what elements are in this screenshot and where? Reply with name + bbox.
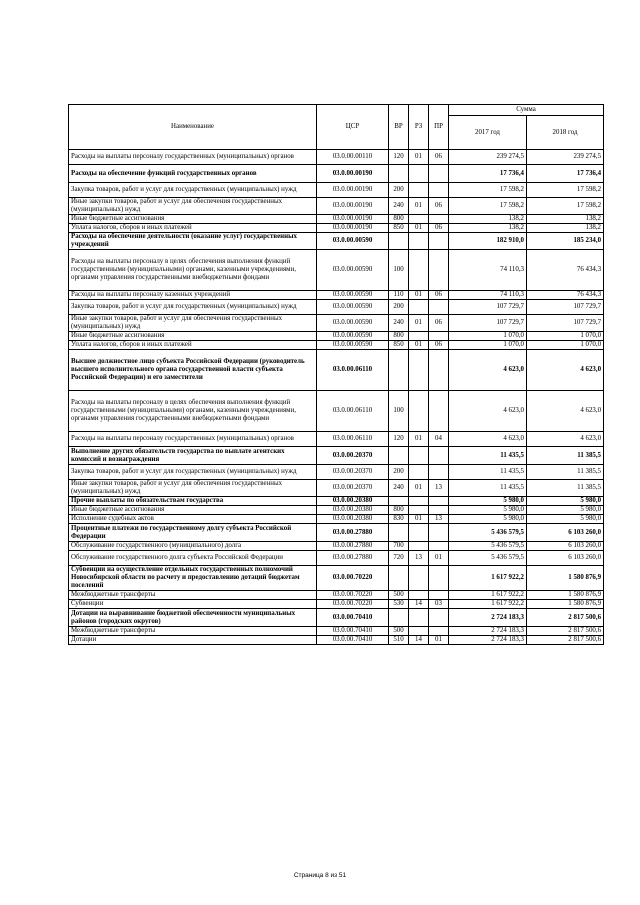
table-row — [69, 291, 604, 300]
cell-rz — [409, 566, 429, 591]
cell-sum-2017: 4 623,0 — [449, 350, 527, 391]
cell-name: Субвенции на осуществление отдельных государственных полномочий Новосибирской области по расчету и предоставлению дотаций бюджетам поселений — [69, 566, 317, 591]
table-row — [69, 636, 604, 645]
cell-name: Расходы на выплаты персоналу в целях обеспечения выполнения функций государственными (муниципальными) органами, казенными учреждениями, органами управления государственными внебюджетными фондами — [69, 250, 317, 291]
cell-vr: 100 — [389, 250, 409, 291]
cell-vr — [389, 165, 409, 183]
cell-name: Высшее должностное лицо субъекта Российской Федерации (руководитель высшего исполнительного органа государственной власти субъекта Российской Федерации) и его заместители — [69, 350, 317, 391]
cell-sum-2017: 107 729,7 — [449, 315, 527, 332]
cell-pr: 06 — [429, 198, 449, 215]
cell-pr: 06 — [429, 341, 449, 350]
cell-csr: 03.0.00.70410 — [317, 627, 389, 636]
cell-csr: 03.0.00.06110 — [317, 350, 389, 391]
header-rz: РЗ — [409, 105, 429, 150]
cell-csr: 03.0.00.00590 — [317, 250, 389, 291]
cell-sum-2018: 4 623,0 — [527, 391, 604, 432]
cell-csr: 03.0.00.70220 — [317, 600, 389, 609]
cell-pr — [429, 250, 449, 291]
cell-pr — [429, 542, 449, 551]
cell-name: Расходы на выплаты персоналу казенных учреждений — [69, 291, 317, 300]
table-row — [69, 250, 604, 291]
cell-sum-2018: 11 385,5 — [527, 447, 604, 465]
cell-sum-2018: 6 103 260,0 — [527, 542, 604, 551]
cell-pr — [429, 300, 449, 315]
cell-pr — [429, 506, 449, 515]
cell-rz — [409, 447, 429, 465]
table-row — [69, 465, 604, 480]
cell-sum-2017: 74 110,3 — [449, 250, 527, 291]
cell-rz: 01 — [409, 480, 429, 497]
cell-sum-2018: 138,2 — [527, 215, 604, 224]
cell-csr: 03.0.00.00590 — [317, 300, 389, 315]
cell-rz — [409, 391, 429, 432]
cell-name: Закупка товаров, работ и услуг для государственных (муниципальных) нужд — [69, 465, 317, 480]
cell-rz: 01 — [409, 315, 429, 332]
cell-name: Расходы на обеспечение функций государственных органов — [69, 165, 317, 183]
cell-rz: 01 — [409, 198, 429, 215]
table-row — [69, 515, 604, 524]
table-row — [69, 497, 604, 506]
cell-pr — [429, 165, 449, 183]
cell-csr: 03.0.00.27880 — [317, 524, 389, 542]
cell-name: Уплата налогов, сборов и иных платежей — [69, 224, 317, 233]
cell-vr: 200 — [389, 300, 409, 315]
cell-csr: 03.0.00.20380 — [317, 506, 389, 515]
cell-pr — [429, 591, 449, 600]
cell-sum-2018: 2 817 500,6 — [527, 636, 604, 645]
cell-pr — [429, 350, 449, 391]
cell-vr: 720 — [389, 551, 409, 566]
cell-vr: 500 — [389, 591, 409, 600]
header-vr: ВР — [389, 105, 409, 150]
cell-vr: 800 — [389, 332, 409, 341]
cell-sum-2017: 17 736,4 — [449, 165, 527, 183]
cell-csr: 03.0.00.27880 — [317, 551, 389, 566]
cell-sum-2017: 182 910,0 — [449, 233, 527, 250]
cell-vr: 850 — [389, 341, 409, 350]
cell-sum-2017: 11 435,5 — [449, 480, 527, 497]
cell-name: Иные бюджетные ассигнования — [69, 332, 317, 341]
table-body — [69, 150, 604, 645]
cell-pr — [429, 183, 449, 198]
cell-sum-2018: 2 817 500,6 — [527, 609, 604, 627]
cell-sum-2018: 17 598,2 — [527, 198, 604, 215]
cell-pr — [429, 465, 449, 480]
cell-csr: 03.0.00.20380 — [317, 497, 389, 506]
cell-pr: 13 — [429, 480, 449, 497]
cell-csr: 03.0.00.00110 — [317, 150, 389, 165]
cell-sum-2017: 17 598,2 — [449, 198, 527, 215]
table-row — [69, 432, 604, 447]
table-row — [69, 566, 604, 591]
table-row — [69, 233, 604, 250]
cell-pr — [429, 447, 449, 465]
cell-vr: 800 — [389, 506, 409, 515]
cell-csr: 03.0.00.00590 — [317, 291, 389, 300]
cell-vr: 120 — [389, 432, 409, 447]
cell-name: Закупка товаров, работ и услуг для государственных (муниципальных) нужд — [69, 300, 317, 315]
header-name: Наименование — [69, 105, 317, 150]
cell-sum-2017: 5 980,0 — [449, 497, 527, 506]
cell-csr: 03.0.00.20370 — [317, 447, 389, 465]
cell-sum-2017: 1 070,0 — [449, 341, 527, 350]
cell-vr: 700 — [389, 542, 409, 551]
cell-pr — [429, 233, 449, 250]
cell-sum-2018: 76 434,3 — [527, 291, 604, 300]
cell-pr: 06 — [429, 224, 449, 233]
cell-sum-2017: 5 436 579,5 — [449, 551, 527, 566]
cell-sum-2017: 11 435,5 — [449, 447, 527, 465]
cell-csr: 03.0.00.20370 — [317, 465, 389, 480]
table-row — [69, 542, 604, 551]
cell-sum-2017: 2 724 183,3 — [449, 627, 527, 636]
cell-rz: 01 — [409, 291, 429, 300]
table-row — [69, 332, 604, 341]
cell-sum-2018: 1 580 876,9 — [527, 591, 604, 600]
cell-sum-2017: 1 070,0 — [449, 332, 527, 341]
cell-name: Расходы на выплаты персоналу в целях обеспечения выполнения функций государственными (муниципальными) органами, казенными учреждениями, органами управления государственными внебюджетными фондами — [69, 391, 317, 432]
cell-name: Исполнение судебных актов — [69, 515, 317, 524]
cell-sum-2017: 5 436 579,5 — [449, 524, 527, 542]
table-row — [69, 506, 604, 515]
cell-pr: 01 — [429, 636, 449, 645]
cell-name: Иные закупки товаров, работ и услуг для обеспечения государственных (муниципальных) нужд — [69, 198, 317, 215]
cell-pr — [429, 566, 449, 591]
cell-rz — [409, 506, 429, 515]
cell-pr: 06 — [429, 291, 449, 300]
header-year-2018: 2018 год — [527, 116, 604, 150]
cell-sum-2017: 1 617 922,2 — [449, 600, 527, 609]
cell-vr — [389, 233, 409, 250]
cell-pr — [429, 497, 449, 506]
cell-vr — [389, 566, 409, 591]
cell-pr: 03 — [429, 600, 449, 609]
cell-vr — [389, 497, 409, 506]
cell-csr: 03.0.00.00590 — [317, 315, 389, 332]
cell-name: Уплата налогов, сборов и иных платежей — [69, 341, 317, 350]
cell-sum-2018: 76 434,3 — [527, 250, 604, 291]
cell-sum-2018: 1 580 876,9 — [527, 600, 604, 609]
cell-csr: 03.0.00.70410 — [317, 636, 389, 645]
cell-name: Иные закупки товаров, работ и услуг для обеспечения государственных (муниципальных) нужд — [69, 480, 317, 497]
cell-csr: 03.0.00.00190 — [317, 183, 389, 198]
cell-name: Обслуживание государственного долга субъекта Российской Федерации — [69, 551, 317, 566]
cell-rz — [409, 165, 429, 183]
table-header — [69, 105, 604, 150]
cell-pr — [429, 609, 449, 627]
cell-rz — [409, 350, 429, 391]
cell-sum-2018: 5 980,0 — [527, 506, 604, 515]
cell-pr — [429, 391, 449, 432]
cell-rz — [409, 542, 429, 551]
cell-name: Выполнение других обязательств государства по выплате агентских комиссий и вознаграждения — [69, 447, 317, 465]
header-pr: ПР — [429, 105, 449, 150]
cell-rz: 14 — [409, 636, 429, 645]
cell-csr: 03.0.00.00190 — [317, 165, 389, 183]
cell-rz: 14 — [409, 600, 429, 609]
cell-name: Расходы на выплаты персоналу государственных (муниципальных) органов — [69, 150, 317, 165]
table-row — [69, 609, 604, 627]
table-row — [69, 551, 604, 566]
cell-sum-2017: 138,2 — [449, 224, 527, 233]
cell-sum-2018: 4 623,0 — [527, 432, 604, 447]
cell-csr: 03.0.00.70220 — [317, 566, 389, 591]
cell-vr: 240 — [389, 315, 409, 332]
cell-csr: 03.0.00.00190 — [317, 215, 389, 224]
budget-table — [68, 104, 604, 645]
cell-sum-2018: 185 234,0 — [527, 233, 604, 250]
cell-sum-2018: 4 623,0 — [527, 350, 604, 391]
cell-sum-2017: 4 623,0 — [449, 432, 527, 447]
cell-sum-2018: 1 070,0 — [527, 341, 604, 350]
cell-csr: 03.0.00.00190 — [317, 224, 389, 233]
cell-csr: 03.0.00.06110 — [317, 432, 389, 447]
cell-sum-2017: 2 724 183,3 — [449, 609, 527, 627]
cell-name: Обслуживание государственного (муниципального) долга — [69, 542, 317, 551]
cell-vr — [389, 447, 409, 465]
cell-vr: 500 — [389, 627, 409, 636]
table-row — [69, 198, 604, 215]
table-row — [69, 150, 604, 165]
cell-csr: 03.0.00.70410 — [317, 609, 389, 627]
cell-sum-2018: 11 385,5 — [527, 465, 604, 480]
table-row — [69, 224, 604, 233]
table-row — [69, 350, 604, 391]
cell-sum-2017: 239 274,5 — [449, 150, 527, 165]
cell-sum-2018: 5 980,0 — [527, 515, 604, 524]
cell-rz: 13 — [409, 551, 429, 566]
header-sum: Сумма — [449, 105, 604, 116]
cell-rz — [409, 250, 429, 291]
cell-vr: 120 — [389, 150, 409, 165]
cell-rz: 01 — [409, 341, 429, 350]
cell-sum-2017: 138,2 — [449, 215, 527, 224]
cell-name: Межбюджетные трансферты — [69, 591, 317, 600]
cell-sum-2018: 1 070,0 — [527, 332, 604, 341]
table-row — [69, 183, 604, 198]
cell-sum-2017: 1 617 922,2 — [449, 566, 527, 591]
cell-rz — [409, 524, 429, 542]
cell-vr — [389, 350, 409, 391]
cell-vr — [389, 609, 409, 627]
cell-name: Дотации — [69, 636, 317, 645]
cell-sum-2017: 17 598,2 — [449, 183, 527, 198]
cell-sum-2017: 74 110,3 — [449, 291, 527, 300]
cell-sum-2017: 1 617 922,2 — [449, 591, 527, 600]
cell-name: Расходы на выплаты персоналу государственных (муниципальных) органов — [69, 432, 317, 447]
cell-pr — [429, 332, 449, 341]
cell-rz — [409, 591, 429, 600]
cell-name: Прочие выплаты по обязательствам государства — [69, 497, 317, 506]
cell-sum-2017: 107 729,7 — [449, 300, 527, 315]
cell-rz: 01 — [409, 150, 429, 165]
cell-name: Процентные платежи по государственному долгу субъекта Российской Федерации — [69, 524, 317, 542]
cell-name: Субвенции — [69, 600, 317, 609]
cell-vr: 800 — [389, 215, 409, 224]
cell-sum-2018: 17 598,2 — [527, 183, 604, 198]
cell-name: Иные бюджетные ассигнования — [69, 215, 317, 224]
table-row — [69, 480, 604, 497]
cell-sum-2018: 2 817 500,6 — [527, 627, 604, 636]
table-row — [69, 300, 604, 315]
cell-sum-2018: 6 103 260,0 — [527, 551, 604, 566]
cell-sum-2018: 17 736,4 — [527, 165, 604, 183]
cell-rz — [409, 183, 429, 198]
cell-vr: 110 — [389, 291, 409, 300]
cell-name: Иные закупки товаров, работ и услуг для обеспечения государственных (муниципальных) нужд — [69, 315, 317, 332]
cell-sum-2017: 4 623,0 — [449, 391, 527, 432]
page-number: Страница 8 из 51 — [293, 872, 347, 879]
cell-sum-2017: 5 980,0 — [449, 515, 527, 524]
cell-pr: 13 — [429, 515, 449, 524]
cell-csr: 03.0.00.00590 — [317, 332, 389, 341]
table-row — [69, 600, 604, 609]
cell-vr: 530 — [389, 600, 409, 609]
cell-vr: 200 — [389, 465, 409, 480]
cell-rz — [409, 497, 429, 506]
cell-csr: 03.0.00.00590 — [317, 341, 389, 350]
cell-pr: 06 — [429, 315, 449, 332]
table-row — [69, 524, 604, 542]
cell-rz — [409, 627, 429, 636]
cell-sum-2018: 239 274,5 — [527, 150, 604, 165]
cell-pr: 04 — [429, 432, 449, 447]
table-row — [69, 215, 604, 224]
table-row — [69, 627, 604, 636]
cell-sum-2017: 5 980,0 — [449, 506, 527, 515]
cell-sum-2017: 2 724 183,3 — [449, 636, 527, 645]
cell-rz: 01 — [409, 224, 429, 233]
cell-rz: 01 — [409, 432, 429, 447]
cell-vr: 100 — [389, 391, 409, 432]
cell-pr: 01 — [429, 551, 449, 566]
cell-pr — [429, 524, 449, 542]
header-csr: ЦСР — [317, 105, 389, 150]
cell-vr: 240 — [389, 480, 409, 497]
cell-rz: 01 — [409, 515, 429, 524]
cell-sum-2018: 11 385,5 — [527, 480, 604, 497]
cell-rz — [409, 332, 429, 341]
cell-rz — [409, 215, 429, 224]
cell-pr: 06 — [429, 150, 449, 165]
table-row — [69, 391, 604, 432]
cell-sum-2018: 1 580 876,9 — [527, 566, 604, 591]
cell-name: Межбюджетные трансферты — [69, 627, 317, 636]
cell-sum-2018: 6 103 260,0 — [527, 524, 604, 542]
cell-csr: 03.0.00.00190 — [317, 198, 389, 215]
cell-vr: 850 — [389, 224, 409, 233]
cell-vr: 830 — [389, 515, 409, 524]
cell-csr: 03.0.00.20370 — [317, 480, 389, 497]
cell-csr: 03.0.00.06110 — [317, 391, 389, 432]
cell-sum-2018: 107 729,7 — [527, 300, 604, 315]
table-row — [69, 165, 604, 183]
cell-sum-2018: 5 980,0 — [527, 497, 604, 506]
cell-csr: 03.0.00.27880 — [317, 542, 389, 551]
cell-vr: 200 — [389, 183, 409, 198]
cell-name: Иные бюджетные ассигнования — [69, 506, 317, 515]
table-row — [69, 315, 604, 332]
cell-rz — [409, 465, 429, 480]
cell-sum-2018: 138,2 — [527, 224, 604, 233]
cell-csr: 03.0.00.00590 — [317, 233, 389, 250]
cell-vr: 510 — [389, 636, 409, 645]
table-row — [69, 447, 604, 465]
table-row — [69, 341, 604, 350]
cell-sum-2017: 5 436 579,5 — [449, 542, 527, 551]
cell-rz — [409, 609, 429, 627]
cell-pr — [429, 215, 449, 224]
cell-name: Закупка товаров, работ и услуг для государственных (муниципальных) нужд — [69, 183, 317, 198]
cell-rz — [409, 233, 429, 250]
table-row — [69, 591, 604, 600]
cell-csr: 03.0.00.20380 — [317, 515, 389, 524]
cell-pr — [429, 627, 449, 636]
cell-name: Расходы на обеспечение деятельности (оказание услуг) государственных учреждений — [69, 233, 317, 250]
cell-rz — [409, 300, 429, 315]
cell-vr: 240 — [389, 198, 409, 215]
header-year-2017: 2017 год — [449, 116, 527, 150]
cell-vr — [389, 524, 409, 542]
cell-name: Дотации на выравнивание бюджетной обеспеченности муниципальных районов (городских округов) — [69, 609, 317, 627]
cell-sum-2018: 107 729,7 — [527, 315, 604, 332]
cell-sum-2017: 11 435,5 — [449, 465, 527, 480]
cell-csr: 03.0.00.70220 — [317, 591, 389, 600]
